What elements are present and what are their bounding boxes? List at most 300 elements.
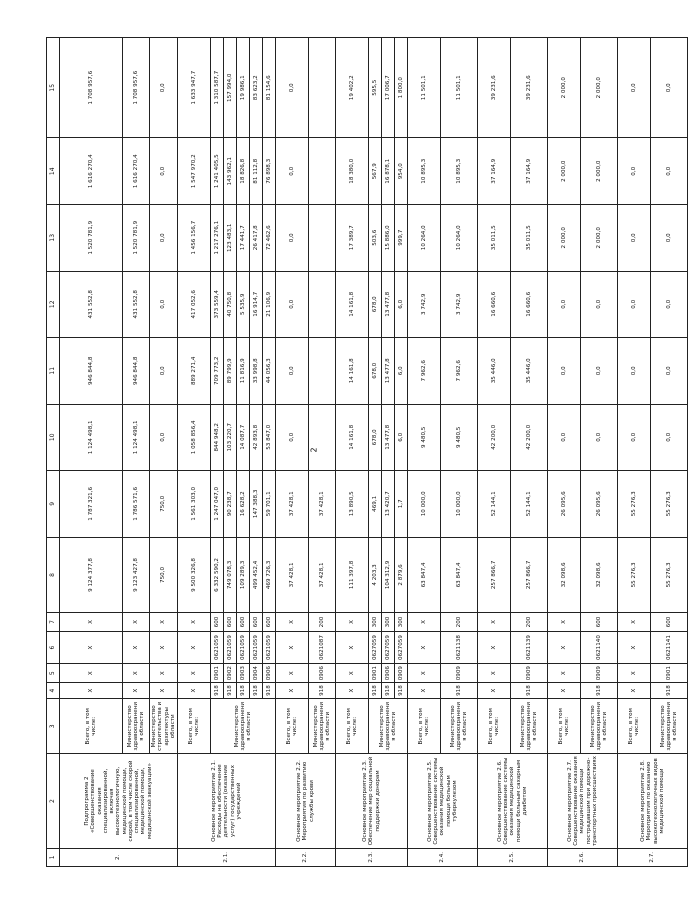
table-row: [123, 38, 150, 867]
row-number: 2.3.: [336, 848, 408, 866]
code-section: 0909: [511, 664, 548, 682]
table-row: [441, 38, 478, 867]
table-row: [211, 38, 224, 867]
value-cell: 111 397,8: [336, 537, 369, 613]
value-cell: 0,0: [548, 271, 581, 338]
program-name: Основное мероприятие 2.5. Совершенствование системы оказания медицинской помощи больным туберкулезом: [408, 754, 478, 848]
code-ministry: 918: [395, 682, 408, 698]
code-target: 0621059: [237, 631, 250, 664]
column-number: 4: [47, 682, 60, 698]
value-cell: 18 826,8: [237, 138, 250, 205]
code-ministry: X: [123, 682, 150, 698]
value-cell: 1 217 276,1: [211, 205, 224, 272]
code-ministry: 918: [250, 682, 263, 698]
value-cell: 39 231,6: [478, 38, 511, 138]
value-cell: 14 087,7: [237, 404, 250, 471]
value-cell: 147 388,3: [250, 471, 263, 538]
value-cell: 1 616 270,4: [60, 138, 123, 205]
code-type: X: [408, 613, 441, 631]
value-cell: 1 520 781,9: [60, 205, 123, 272]
value-cell: 9 480,5: [441, 404, 478, 471]
code-ministry: 918: [651, 682, 688, 698]
value-cell: 13 477,8: [382, 271, 395, 338]
value-cell: 1 520 781,9: [123, 205, 150, 272]
value-cell: 9 480,5: [408, 404, 441, 471]
code-target: 0621141: [651, 631, 688, 664]
value-cell: [309, 338, 336, 405]
value-cell: 42 200,0: [511, 404, 548, 471]
page-number: 2: [309, 447, 319, 453]
value-cell: 55 276,3: [651, 537, 688, 613]
code-section: X: [123, 664, 150, 682]
value-cell: 749 078,3: [224, 537, 237, 613]
value-cell: 104 312,9: [382, 537, 395, 613]
code-target: X: [276, 631, 309, 664]
value-cell: 678,0: [369, 271, 382, 338]
code-target: X: [336, 631, 369, 664]
code-section: X: [548, 664, 581, 682]
value-cell: 0,0: [651, 138, 688, 205]
executor: Всего, в том числе:: [618, 699, 651, 754]
value-cell: 59 701,1: [263, 471, 276, 538]
column-number: 15: [47, 38, 60, 138]
value-cell: 257 866,7: [478, 537, 511, 613]
value-cell: 0,0: [150, 38, 178, 138]
row-number: 2.1.: [178, 848, 276, 866]
value-cell: 373 559,4: [211, 271, 224, 338]
code-ministry: X: [276, 682, 309, 698]
code-type: 600: [224, 613, 237, 631]
value-cell: 16 878,1: [382, 138, 395, 205]
code-ministry: 918: [382, 682, 395, 698]
program-name: Основное мероприятие 2.6. Совершенствование системы оказания медицинской помощи больным сахарным диабетом: [478, 754, 548, 848]
value-cell: 0,0: [276, 338, 309, 405]
executor: Всего, в том числе:: [60, 699, 123, 754]
value-cell: 2 000,0: [581, 38, 618, 138]
value-cell: [309, 205, 336, 272]
value-cell: 17 441,7: [237, 205, 250, 272]
code-type: X: [548, 613, 581, 631]
code-ministry: X: [478, 682, 511, 698]
value-cell: 18 380,0: [336, 138, 369, 205]
code-target: 0627059: [369, 631, 382, 664]
value-cell: 4 203,3: [369, 537, 382, 613]
code-target: X: [408, 631, 441, 664]
value-cell: 35 011,5: [511, 205, 548, 272]
value-cell: 26 095,6: [548, 471, 581, 538]
code-target: 0627059: [395, 631, 408, 664]
value-cell: 7 962,6: [441, 338, 478, 405]
value-cell: 14 161,8: [336, 404, 369, 471]
value-cell: 13 477,8: [382, 404, 395, 471]
code-type: X: [276, 613, 309, 631]
table-row: [511, 38, 548, 867]
value-cell: 999,7: [395, 205, 408, 272]
value-cell: 0,0: [581, 338, 618, 405]
rotated-page: [46, 37, 679, 867]
row-number: 2.2.: [276, 848, 336, 866]
table-row: [478, 38, 511, 867]
value-cell: 954,0: [395, 138, 408, 205]
table-row: [369, 38, 382, 867]
value-cell: 10 895,3: [408, 138, 441, 205]
code-target: X: [478, 631, 511, 664]
value-cell: 0,0: [618, 138, 651, 205]
value-cell: 1 310 587,7: [211, 38, 224, 138]
row-number: 2.: [60, 848, 178, 866]
value-cell: 9 500 326,8: [178, 537, 211, 613]
value-cell: 678,0: [369, 404, 382, 471]
code-type: 300: [382, 613, 395, 631]
table-row: [150, 38, 178, 867]
value-cell: [309, 38, 336, 138]
value-cell: 0,0: [581, 271, 618, 338]
value-cell: 157 994,0: [224, 38, 237, 138]
value-cell: 595,5: [369, 38, 382, 138]
code-ministry: X: [178, 682, 211, 698]
value-cell: 35 446,0: [511, 338, 548, 405]
value-cell: 1,7: [395, 471, 408, 538]
code-type: X: [123, 613, 150, 631]
value-cell: 1 241 405,5: [211, 138, 224, 205]
program-name: Основное мероприятие 2.2. Мероприятия по развитию службы крови: [276, 754, 336, 848]
value-cell: 2 000,0: [548, 38, 581, 138]
value-cell: 35 446,0: [478, 338, 511, 405]
executor: Всего, в том числе:: [408, 699, 441, 754]
executor: Министерство здравоохранения области: [581, 699, 618, 754]
code-target: 0621138: [441, 631, 478, 664]
value-cell: 503,6: [369, 205, 382, 272]
value-cell: 83 623,2: [250, 38, 263, 138]
value-cell: 889 271,4: [178, 338, 211, 405]
code-target: 0621059: [250, 631, 263, 664]
code-type: X: [618, 613, 651, 631]
value-cell: 40 750,8: [224, 271, 237, 338]
value-cell: 6,0: [395, 338, 408, 405]
code-section: 0906: [309, 664, 336, 682]
code-type: 600: [250, 613, 263, 631]
value-cell: 1 456 156,7: [178, 205, 211, 272]
value-cell: 13 890,5: [336, 471, 369, 538]
value-cell: 2 000,0: [581, 138, 618, 205]
code-type: X: [178, 613, 211, 631]
code-ministry: X: [336, 682, 369, 698]
program-name: Основное мероприятие 2.1. Расходы на обеспечение деятельности (оказание услуг) государственных учреждений: [178, 754, 276, 848]
code-section: X: [276, 664, 309, 682]
value-cell: 103 220,7: [224, 404, 237, 471]
value-cell: 19 986,1: [237, 38, 250, 138]
code-target: 0621139: [511, 631, 548, 664]
value-cell: 42 893,8: [250, 404, 263, 471]
value-cell: 9 123 427,8: [123, 537, 150, 613]
value-cell: 0,0: [651, 338, 688, 405]
value-cell: 76 898,3: [263, 138, 276, 205]
value-cell: 0,0: [276, 138, 309, 205]
value-cell: 5 535,9: [237, 271, 250, 338]
value-cell: 1 058 856,4: [178, 404, 211, 471]
column-number: 14: [47, 138, 60, 205]
value-cell: 2 879,6: [395, 537, 408, 613]
value-cell: 10 895,3: [441, 138, 478, 205]
column-number: 5: [47, 664, 60, 682]
value-cell: 844 948,2: [211, 404, 224, 471]
code-ministry: X: [150, 682, 178, 698]
value-cell: 37 164,9: [478, 138, 511, 205]
table-row: [581, 38, 618, 867]
table-row: [60, 38, 123, 867]
value-cell: 0,0: [276, 271, 309, 338]
value-cell: 53 847,0: [263, 404, 276, 471]
code-target: X: [60, 631, 123, 664]
value-cell: 6,0: [395, 404, 408, 471]
column-number: 10: [47, 404, 60, 471]
code-ministry: X: [548, 682, 581, 698]
value-cell: 0,0: [651, 271, 688, 338]
value-cell: 499 452,4: [250, 537, 263, 613]
code-type: 300: [395, 613, 408, 631]
column-number: 7: [47, 613, 60, 631]
value-cell: 1 786 571,6: [123, 471, 150, 538]
code-type: 200: [441, 613, 478, 631]
executor: Всего, в том числе:: [548, 699, 581, 754]
value-cell: 946 844,8: [60, 338, 123, 405]
value-cell: 11 816,9: [237, 338, 250, 405]
value-cell: 3 742,9: [408, 271, 441, 338]
code-section: 0902: [224, 664, 237, 682]
table-row: [618, 38, 651, 867]
code-section: 0904: [250, 664, 263, 682]
value-cell: 11 501,1: [441, 38, 478, 138]
value-cell: 469,1: [369, 471, 382, 538]
value-cell: 21 106,9: [263, 271, 276, 338]
code-type: X: [478, 613, 511, 631]
value-cell: 63 847,4: [408, 537, 441, 613]
code-section: X: [618, 664, 651, 682]
value-cell: 39 231,6: [511, 38, 548, 138]
value-cell: 37 428,1: [309, 537, 336, 613]
value-cell: 469 726,3: [263, 537, 276, 613]
executor: Министерство здравоохранения области: [369, 699, 408, 754]
row-number: 2.5.: [478, 848, 548, 866]
value-cell: 946 844,8: [123, 338, 150, 405]
code-type: 600: [581, 613, 618, 631]
value-cell: 1 787 321,6: [60, 471, 123, 538]
value-cell: 1 547 970,2: [178, 138, 211, 205]
executor: Министерство здравоохранения области: [651, 699, 688, 754]
column-number: 11: [47, 338, 60, 405]
value-cell: 33 998,8: [250, 338, 263, 405]
program-name: Основное мероприятие 2.7. Совершенствование оказания медицинской помощи пострадавшим при дорожно-транспортных происшествиях: [548, 754, 618, 848]
code-section: 0909: [581, 664, 618, 682]
value-cell: 16 660,6: [511, 271, 548, 338]
value-cell: 17 389,7: [336, 205, 369, 272]
executor: Министерство здравоохранения области: [511, 699, 548, 754]
value-cell: 1 124 498,1: [123, 404, 150, 471]
budget-table: [46, 37, 688, 867]
code-type: 600: [651, 613, 688, 631]
value-cell: 0,0: [618, 205, 651, 272]
value-cell: 0,0: [150, 338, 178, 405]
value-cell: 1 800,0: [395, 38, 408, 138]
value-cell: 678,0: [369, 338, 382, 405]
code-target: X: [548, 631, 581, 664]
value-cell: 26 095,6: [581, 471, 618, 538]
value-cell: 0,0: [618, 271, 651, 338]
code-section: 0901: [211, 664, 224, 682]
value-cell: 6,0: [395, 271, 408, 338]
code-ministry: 918: [511, 682, 548, 698]
value-cell: 0,0: [618, 338, 651, 405]
value-cell: 0,0: [618, 404, 651, 471]
executor: Министерство здравоохранения области: [211, 699, 276, 754]
executor: Всего, в том числе:: [276, 699, 309, 754]
column-number: 6: [47, 631, 60, 664]
value-cell: 52 144,1: [478, 471, 511, 538]
program-name: Основное мероприятие 2.8. Мероприятия по оказанию высокотехнологичных видов медицинской помощи: [618, 754, 688, 848]
value-cell: [309, 271, 336, 338]
value-cell: 32 098,6: [548, 537, 581, 613]
value-cell: 52 144,1: [511, 471, 548, 538]
code-type: X: [60, 613, 123, 631]
value-cell: [309, 404, 336, 471]
code-section: 0909: [441, 664, 478, 682]
value-cell: 257 866,7: [511, 537, 548, 613]
column-number: 13: [47, 205, 60, 272]
code-type: 200: [309, 613, 336, 631]
value-cell: 1 633 947,7: [178, 38, 211, 138]
value-cell: 0,0: [618, 38, 651, 138]
value-cell: 72 462,6: [263, 205, 276, 272]
code-ministry: 918: [309, 682, 336, 698]
value-cell: 0,0: [150, 138, 178, 205]
value-cell: 2 000,0: [548, 138, 581, 205]
value-cell: 0,0: [150, 205, 178, 272]
value-cell: 0,0: [651, 38, 688, 138]
value-cell: 17 006,7: [382, 38, 395, 138]
row-number: 2.6.: [548, 848, 618, 866]
code-section: X: [178, 664, 211, 682]
code-section: 0901: [369, 664, 382, 682]
code-section: X: [408, 664, 441, 682]
code-target: X: [150, 631, 178, 664]
code-ministry: X: [60, 682, 123, 698]
program-name: Основное мероприятие 2.3. Обеспечение мер социальной поддержки донорам: [336, 754, 408, 848]
value-cell: 10 264,0: [408, 205, 441, 272]
code-ministry: 918: [224, 682, 237, 698]
value-cell: 109 289,3: [237, 537, 250, 613]
value-cell: 81 154,6: [263, 38, 276, 138]
code-ministry: 918: [369, 682, 382, 698]
executor: Министерство здравоохранения области: [123, 699, 150, 754]
value-cell: 0,0: [150, 271, 178, 338]
value-cell: 431 552,8: [60, 271, 123, 338]
value-cell: 750,0: [150, 471, 178, 538]
value-cell: 63 847,4: [441, 537, 478, 613]
value-cell: 1 247 047,0: [211, 471, 224, 538]
value-cell: 1 708 957,6: [60, 38, 123, 138]
code-ministry: X: [408, 682, 441, 698]
code-type: 600: [237, 613, 250, 631]
value-cell: 37 428,1: [276, 537, 309, 613]
value-cell: 13 477,8: [382, 338, 395, 405]
value-cell: 567,9: [369, 138, 382, 205]
table-row: [408, 38, 441, 867]
value-cell: 0,0: [276, 205, 309, 272]
value-cell: 81 112,8: [250, 138, 263, 205]
value-cell: 16 660,6: [478, 271, 511, 338]
value-cell: 26 417,8: [250, 205, 263, 272]
value-cell: 709 773,2: [211, 338, 224, 405]
value-cell: 417 052,6: [178, 271, 211, 338]
row-number: 2.4.: [408, 848, 478, 866]
code-ministry: 918: [441, 682, 478, 698]
code-section: X: [60, 664, 123, 682]
value-cell: 0,0: [548, 338, 581, 405]
value-cell: 42 200,0: [478, 404, 511, 471]
table-row: [276, 38, 309, 867]
executor: Министерство здравоохранения области: [441, 699, 478, 754]
value-cell: 143 962,1: [224, 138, 237, 205]
executor: Всего, в том числе:: [178, 699, 211, 754]
executor: Всего, в том числе:: [336, 699, 369, 754]
value-cell: 0,0: [276, 404, 309, 471]
table-row: [309, 38, 336, 867]
code-target: 0621059: [224, 631, 237, 664]
table-row: [336, 38, 369, 867]
value-cell: 0,0: [581, 404, 618, 471]
executor: Министерство строительства и архитектуры области: [150, 699, 178, 754]
code-target: X: [123, 631, 150, 664]
code-type: 300: [369, 613, 382, 631]
value-cell: [309, 138, 336, 205]
value-cell: 0,0: [548, 404, 581, 471]
program-name: Подпрограмма 2 «Совершенствование оказания специализированной, включая высокотехнологичную, медицинской помощи, скорой, в том числе скорой специализированной, медицинской помощи, медицинской эвакуации»: [60, 754, 178, 848]
value-cell: 9 124 377,8: [60, 537, 123, 613]
code-ministry: 918: [211, 682, 224, 698]
value-cell: 35 011,5: [478, 205, 511, 272]
value-cell: 0,0: [276, 38, 309, 138]
value-cell: 123 483,1: [224, 205, 237, 272]
code-ministry: 918: [237, 682, 250, 698]
value-cell: 37 428,1: [309, 471, 336, 538]
table-row: [548, 38, 581, 867]
row-number: 2.7.: [618, 848, 688, 866]
code-target: 0621059: [263, 631, 276, 664]
value-cell: 37 164,9: [511, 138, 548, 205]
value-cell: 19 402,2: [336, 38, 369, 138]
value-cell: 55 276,3: [618, 471, 651, 538]
code-type: X: [150, 613, 178, 631]
code-target: 0627059: [382, 631, 395, 664]
value-cell: 431 552,8: [123, 271, 150, 338]
value-cell: 32 098,6: [581, 537, 618, 613]
value-cell: 14 161,8: [336, 338, 369, 405]
value-cell: 1 124 498,1: [60, 404, 123, 471]
value-cell: 89 799,9: [224, 338, 237, 405]
value-cell: 0,0: [651, 205, 688, 272]
value-cell: 10 000,0: [441, 471, 478, 538]
code-section: X: [336, 664, 369, 682]
value-cell: 0,0: [150, 404, 178, 471]
value-cell: 1 561 303,0: [178, 471, 211, 538]
value-cell: 2 000,0: [581, 205, 618, 272]
code-section: X: [478, 664, 511, 682]
value-cell: 13 420,7: [382, 471, 395, 538]
code-type: 200: [511, 613, 548, 631]
value-cell: 55 276,3: [618, 537, 651, 613]
value-cell: 1 616 270,4: [123, 138, 150, 205]
value-cell: 3 742,9: [441, 271, 478, 338]
